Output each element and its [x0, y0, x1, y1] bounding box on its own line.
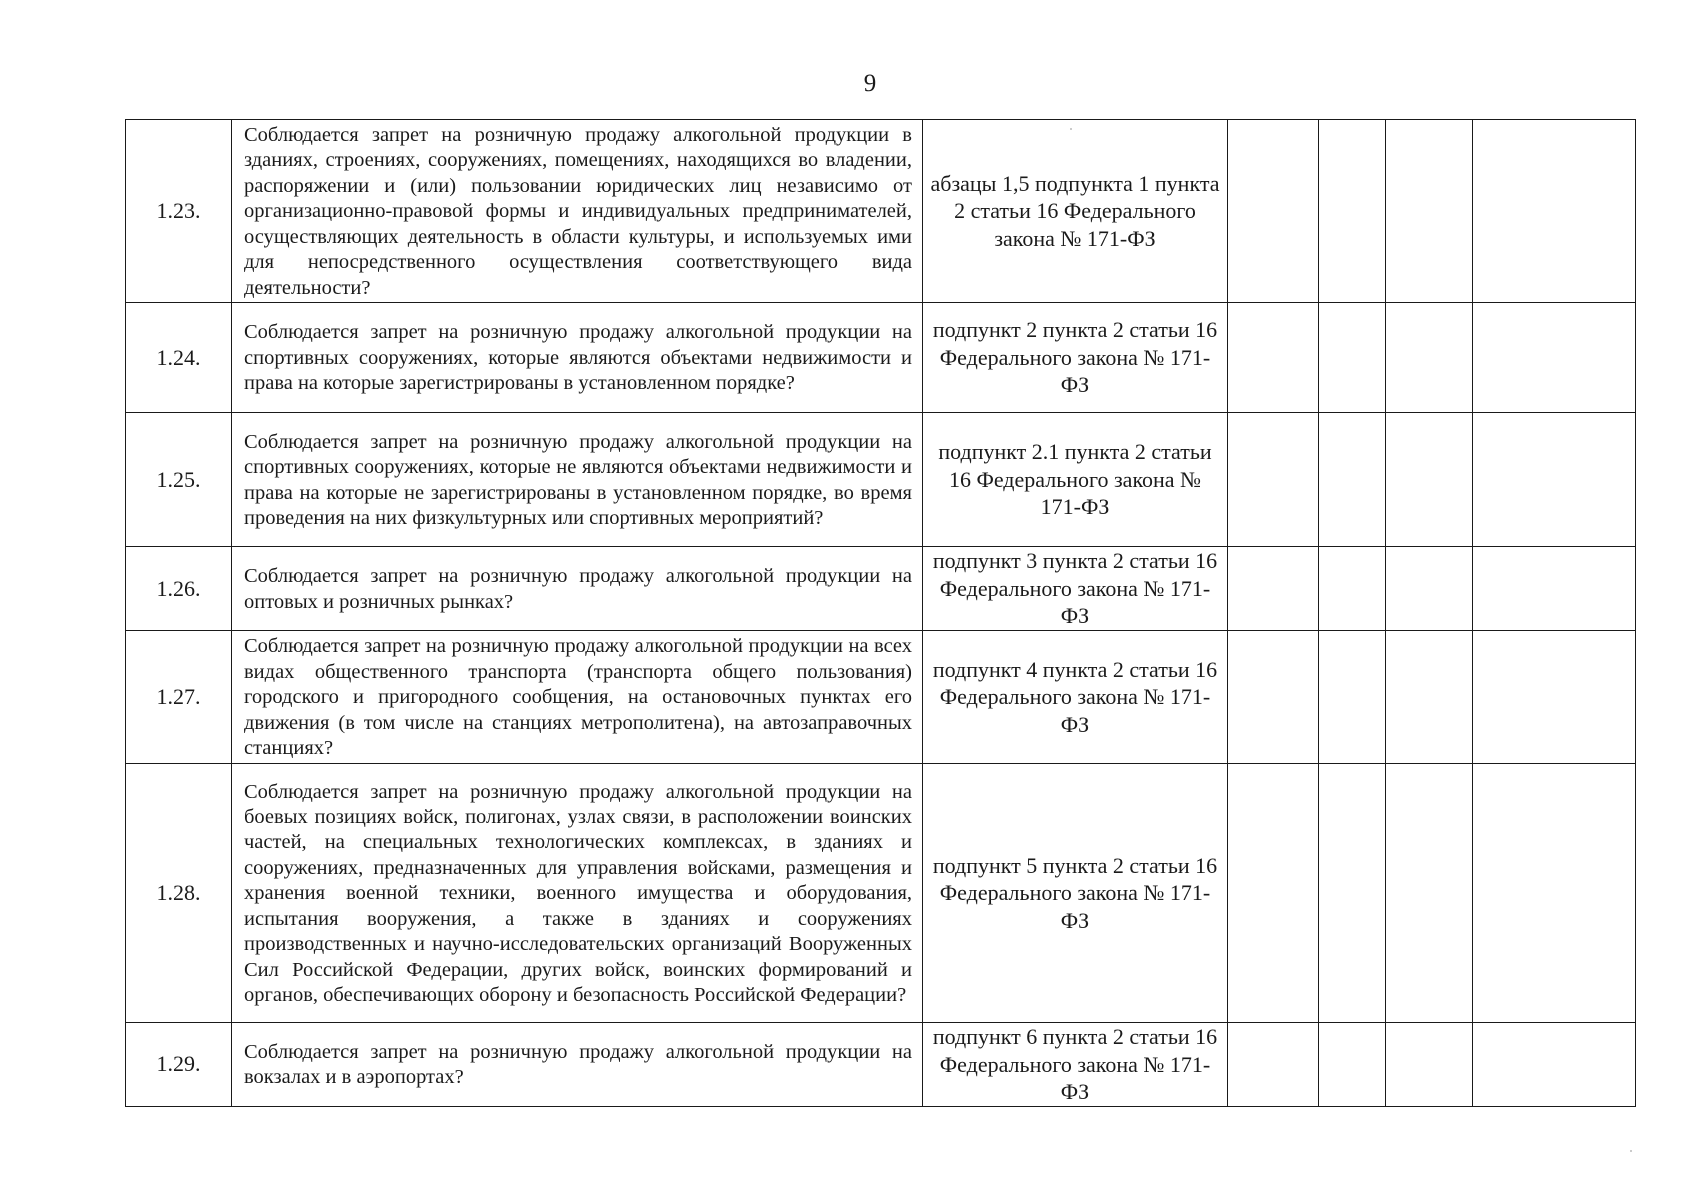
answer-yes-cell[interactable] [1228, 764, 1319, 1023]
page-number: 9 [863, 70, 877, 97]
legal-reference: подпункт 2 пункта 2 статьи 16 Федерального закона № 171-ФЗ [923, 303, 1228, 413]
answer-yes-cell[interactable] [1228, 413, 1319, 547]
table-row [126, 547, 1636, 631]
answer-yes-cell[interactable] [1228, 120, 1319, 303]
table-row [126, 120, 1636, 303]
row-number: 1.26. [126, 547, 232, 631]
row-number: 1.28. [126, 764, 232, 1023]
table-row [126, 1023, 1636, 1107]
row-number: 1.23. [126, 120, 232, 303]
legal-reference: подпункт 5 пункта 2 статьи 16 Федерального закона № 171-ФЗ [923, 764, 1228, 1023]
answer-na-cell[interactable] [1386, 303, 1473, 413]
requirement-question: Соблюдается запрет на розничную продажу алкогольной продукции на оптовых и розничных рынках? [232, 547, 923, 631]
answer-no-cell[interactable] [1319, 1023, 1386, 1107]
notes-cell[interactable] [1473, 547, 1636, 631]
legal-reference: подпункт 3 пункта 2 статьи 16 Федерального закона № 171-ФЗ [923, 547, 1228, 631]
answer-no-cell[interactable] [1319, 764, 1386, 1023]
legal-reference: подпункт 2.1 пункта 2 статьи 16 Федерального закона № 171-ФЗ [923, 413, 1228, 547]
notes-cell[interactable] [1473, 303, 1636, 413]
requirement-question: Соблюдается запрет на розничную продажу алкогольной продукции в зданиях, строениях, сооружениях, помещениях, находящихся во владении, распоряжении и (или) пользовании юридических лиц независимо от организационно-правовой формы и индивидуальных предпринимателей, осуществляющих деятельность в области культуры, и используемых ими для непосредственного осуществления соответствующего вида деятельности? [232, 120, 923, 303]
answer-na-cell[interactable] [1386, 413, 1473, 547]
answer-no-cell[interactable] [1319, 413, 1386, 547]
answer-na-cell[interactable] [1386, 764, 1473, 1023]
legal-reference: подпункт 6 пункта 2 статьи 16 Федерального закона № 171-ФЗ [923, 1023, 1228, 1107]
answer-no-cell[interactable] [1319, 303, 1386, 413]
scan-speck [1630, 1150, 1632, 1152]
row-number: 1.27. [126, 631, 232, 764]
answer-na-cell[interactable] [1386, 1023, 1473, 1107]
row-number: 1.25. [126, 413, 232, 547]
answer-no-cell[interactable] [1319, 547, 1386, 631]
legal-reference: абзацы 1,5 подпункта 1 пункта 2 статьи 16 Федерального закона № 171-ФЗ [923, 120, 1228, 303]
legal-reference: подпункт 4 пункта 2 статьи 16 Федерального закона № 171-ФЗ [923, 631, 1228, 764]
answer-yes-cell[interactable] [1228, 631, 1319, 764]
requirement-question: Соблюдается запрет на розничную продажу алкогольной продукции на спортивных сооружениях, которые не являются объектами недвижимости и права на которые не зарегистрированы в установленном порядке, во время проведения на них физкультурных или спортивных мероприятий? [232, 413, 923, 547]
answer-yes-cell[interactable] [1228, 1023, 1319, 1107]
table-row [126, 631, 1636, 764]
requirement-question: Соблюдается запрет на розничную продажу алкогольной продукции на спортивных сооружениях, которые являются объектами недвижимости и права на которые зарегистрированы в установленном порядке? [232, 303, 923, 413]
answer-no-cell[interactable] [1319, 631, 1386, 764]
requirement-question: Соблюдается запрет на розничную продажу алкогольной продукции на всех видах общественного транспорта (транспорта общего пользования) городского и пригородного сообщения, на остановочных пунктах его движения (в том числе на станциях метрополитена), на автозаправочных станциях? [232, 631, 923, 764]
table-row [126, 303, 1636, 413]
scan-speck [1070, 128, 1072, 130]
answer-na-cell[interactable] [1386, 120, 1473, 303]
requirement-question: Соблюдается запрет на розничную продажу алкогольной продукции на боевых позициях войск, полигонах, узлах связи, в расположении воинских частей, на специальных технологических комплексах, в зданиях и сооружениях, предназначенных для управления войсками, размещения и хранения военной техники, военного имущества и оборудования, испытания вооружения, а также в зданиях и сооружениях производственных и научно-исследовательских организаций Вооруженных Сил Российской Федерации, других войск, воинских формирований и органов, обеспечивающих оборону и безопасность Российской Федерации? [232, 764, 923, 1023]
notes-cell[interactable] [1473, 120, 1636, 303]
answer-na-cell[interactable] [1386, 547, 1473, 631]
notes-cell[interactable] [1473, 1023, 1636, 1107]
table-row [126, 413, 1636, 547]
notes-cell[interactable] [1473, 631, 1636, 764]
requirement-question: Соблюдается запрет на розничную продажу алкогольной продукции на вокзалах и в аэропортах? [232, 1023, 923, 1107]
row-number: 1.29. [126, 1023, 232, 1107]
notes-cell[interactable] [1473, 413, 1636, 547]
answer-no-cell[interactable] [1319, 120, 1386, 303]
answer-yes-cell[interactable] [1228, 303, 1319, 413]
answer-yes-cell[interactable] [1228, 547, 1319, 631]
notes-cell[interactable] [1473, 764, 1636, 1023]
table-row [126, 764, 1636, 1023]
checklist-table [125, 119, 1636, 1107]
answer-na-cell[interactable] [1386, 631, 1473, 764]
row-number: 1.24. [126, 303, 232, 413]
